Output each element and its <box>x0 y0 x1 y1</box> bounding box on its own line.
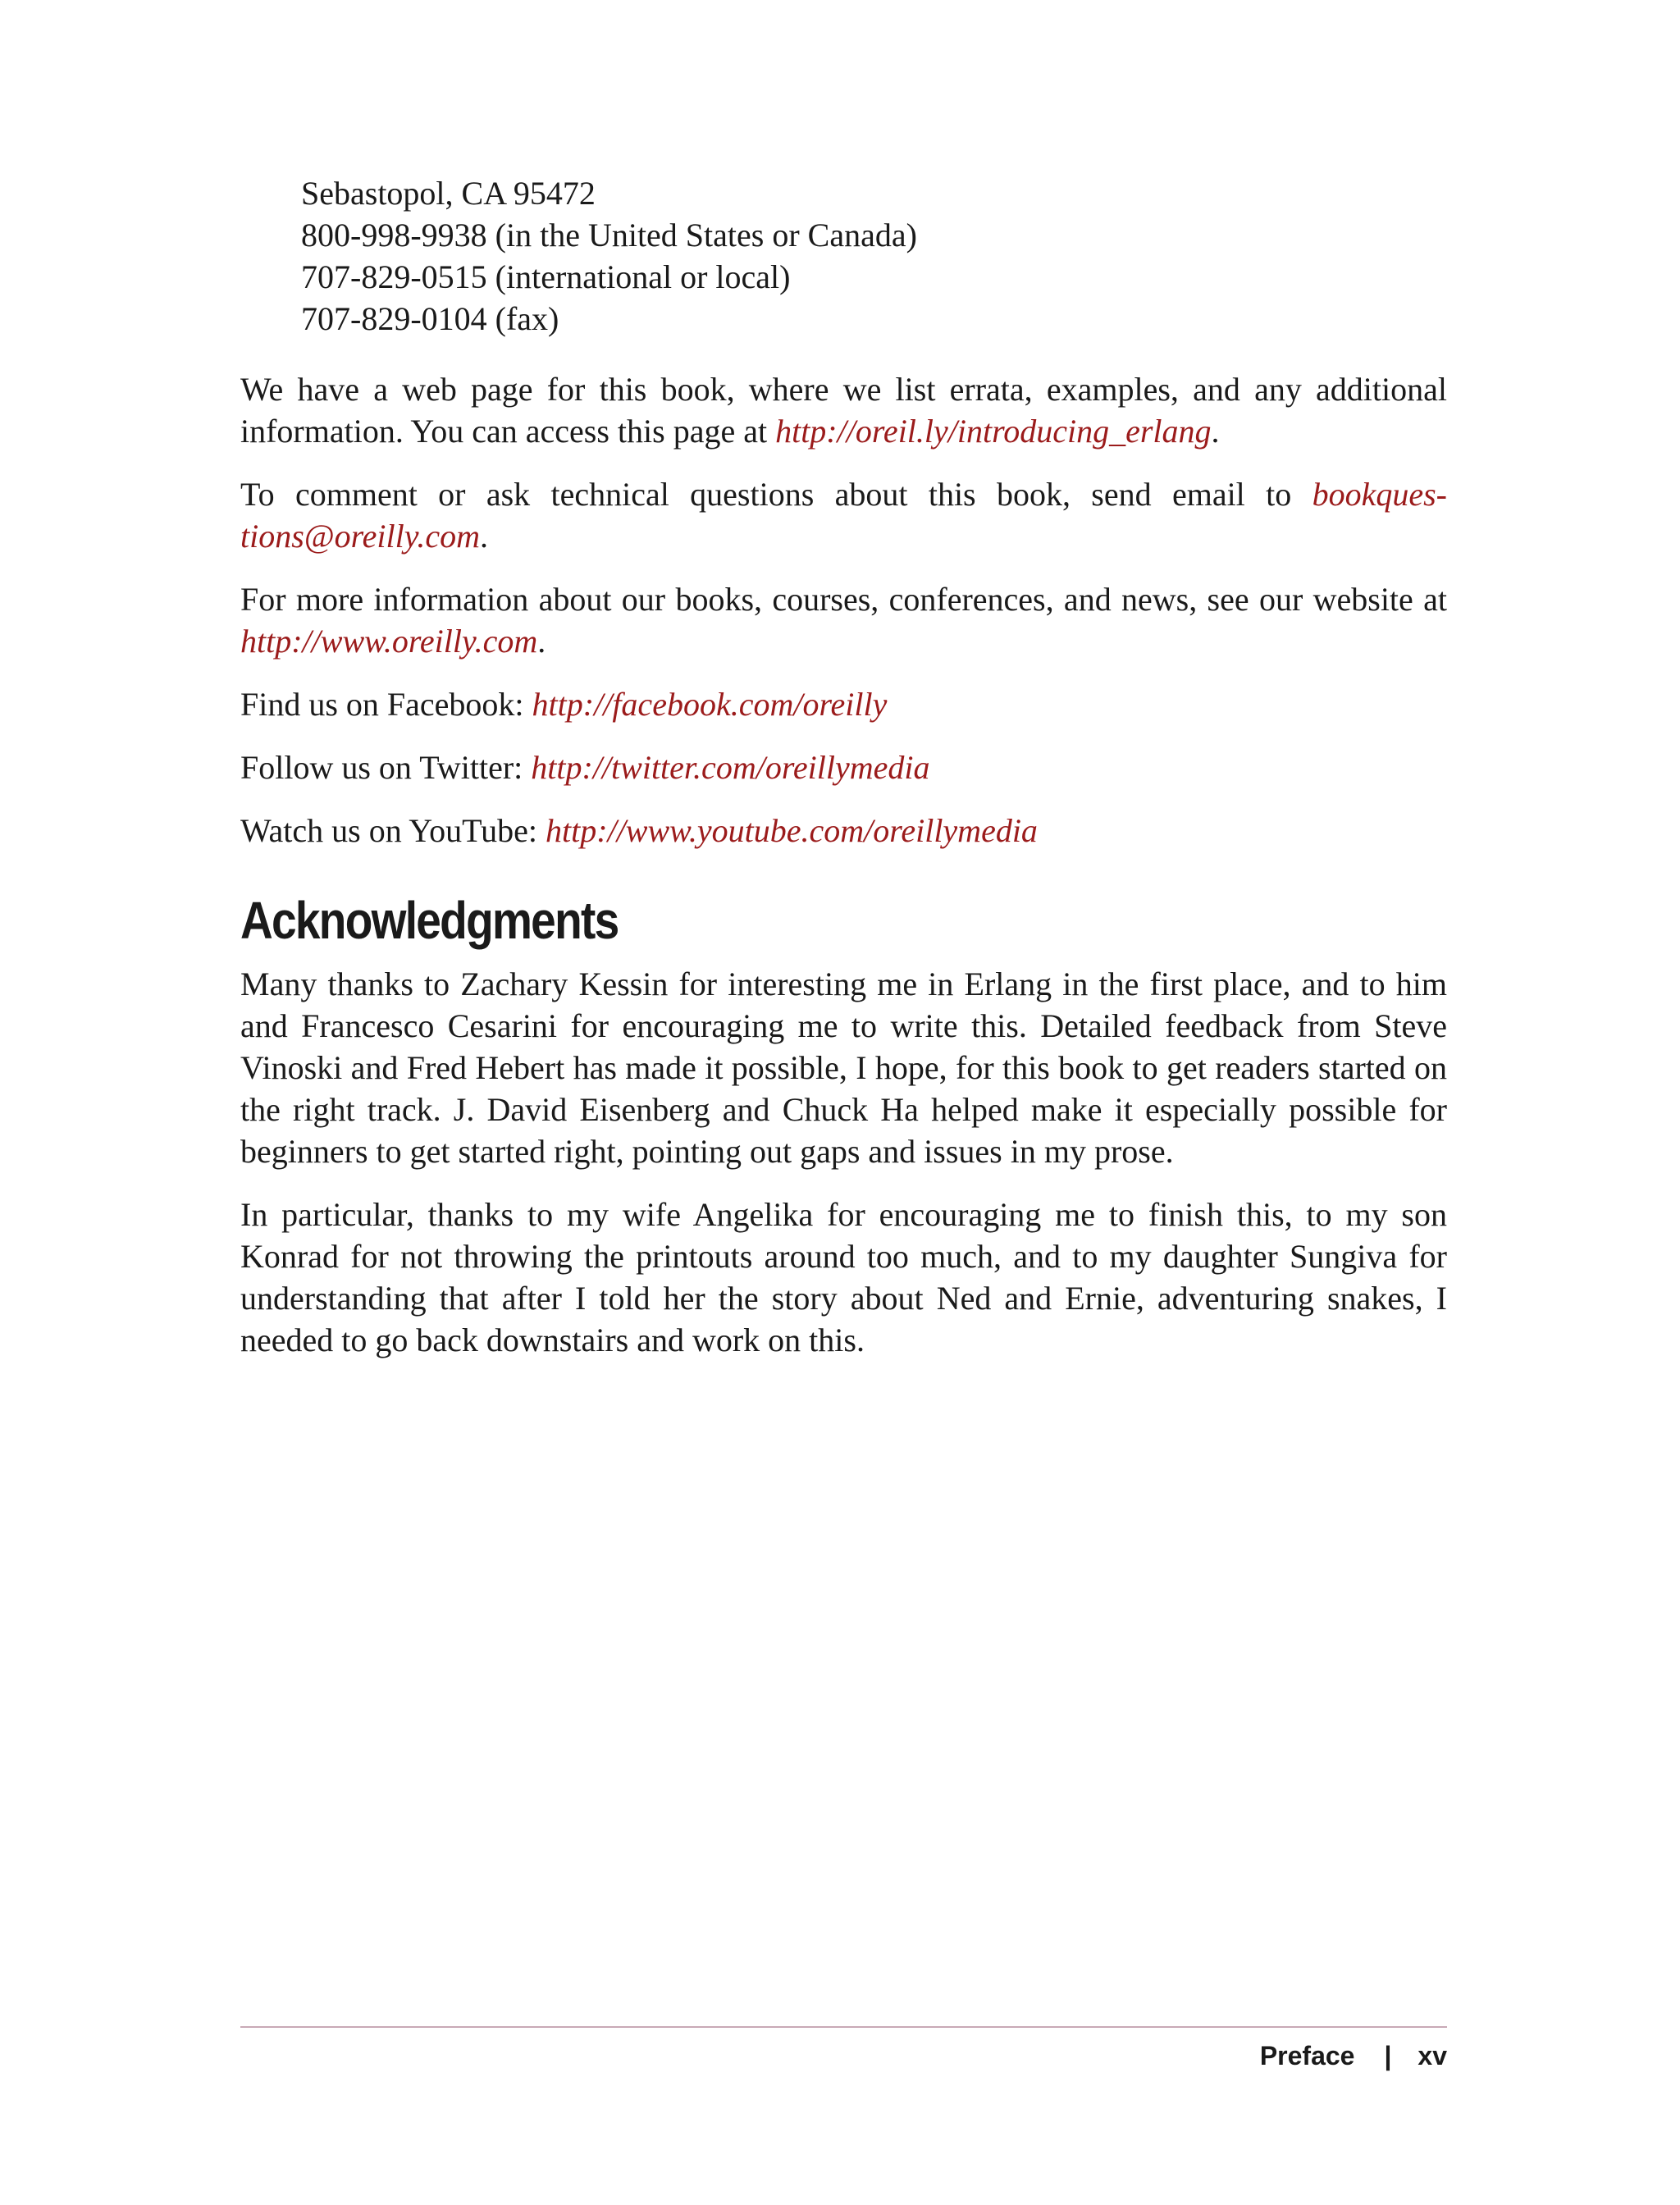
page-number: xv <box>1418 2041 1447 2070</box>
footer-row <box>240 2041 1447 2071</box>
contact-block <box>240 368 1447 851</box>
facebook-link[interactable]: http://facebook.com/oreilly <box>532 686 888 723</box>
comment-end: . <box>479 518 488 555</box>
page-footer <box>240 2026 1447 2071</box>
youtube-paragraph <box>240 810 1447 851</box>
twitter-link[interactable]: http://twitter.com/oreillymedia <box>531 749 930 786</box>
email-link[interactable]: bookquestions@oreilly.com <box>240 476 1447 555</box>
footer-divider <box>240 2026 1447 2028</box>
comment-text: To comment or ask technical questions about this book, send email to <box>240 476 1312 513</box>
address-fax: 707-829-0104 (fax) <box>301 300 559 337</box>
webpage-text: We have a web page for this book, where we list errata, examples, and any additional information. You can access this page at <box>240 371 1447 450</box>
book-webpage-link[interactable]: http://oreil.ly/introducing_erlang <box>775 413 1212 450</box>
youtube-link[interactable]: http://www.youtube.com/oreillymedia <box>546 812 1038 849</box>
address-line: Sebastopol, CA 95472 <box>301 175 596 212</box>
oreilly-website-link[interactable]: http://www.oreilly.com <box>240 623 538 660</box>
footer-section-title: Preface <box>1259 2041 1355 2070</box>
address-phone-intl: 707-829-0515 (international or local) <box>301 258 791 295</box>
footer-separator: | <box>1384 2041 1392 2070</box>
info-text: For more information about our books, courses, conferences, and news, see our website at <box>240 581 1447 618</box>
facebook-text: Find us on Facebook: <box>240 686 532 723</box>
publisher-address <box>301 172 1447 340</box>
twitter-paragraph <box>240 746 1447 788</box>
info-end: . <box>537 623 546 660</box>
address-phone-us: 800-998-9938 (in the United States or Canada) <box>301 217 917 253</box>
youtube-text: Watch us on YouTube: <box>240 812 546 849</box>
twitter-text: Follow us on Twitter: <box>240 749 532 786</box>
facebook-paragraph <box>240 683 1447 725</box>
ack-paragraph-2: In particular, thanks to my wife Angelika for encouraging me to finish this, to my son Konrad for not throwing the printouts around too much, and to my daughter Sungiva for understanding that after I told her the story about Ned and Ernie, adventuring snakes, I needed to go back downstairs and work on this. <box>240 1196 1447 1358</box>
webpage-paragraph <box>240 368 1447 452</box>
acknowledgments-body <box>240 963 1447 1361</box>
section-heading: Acknowledgments <box>240 891 619 950</box>
page-body <box>240 172 1447 1382</box>
webpage-end: . <box>1211 413 1220 450</box>
ack-paragraph-1: Many thanks to Zachary Kessin for interesting me in Erlang in the first place, and to him and Francesco Cesarini for encouraging me to write this. Detailed feedback from Steve Vinoski and Fred Hebert has made it possible, I hope, for this book to get readers started on the right track. J. David Eisenberg and Chuck Ha helped make it especially possible for beginners to get started right, pointing out gaps and issues in my prose. <box>240 966 1447 1170</box>
info-paragraph <box>240 578 1447 662</box>
comment-paragraph <box>240 473 1447 557</box>
